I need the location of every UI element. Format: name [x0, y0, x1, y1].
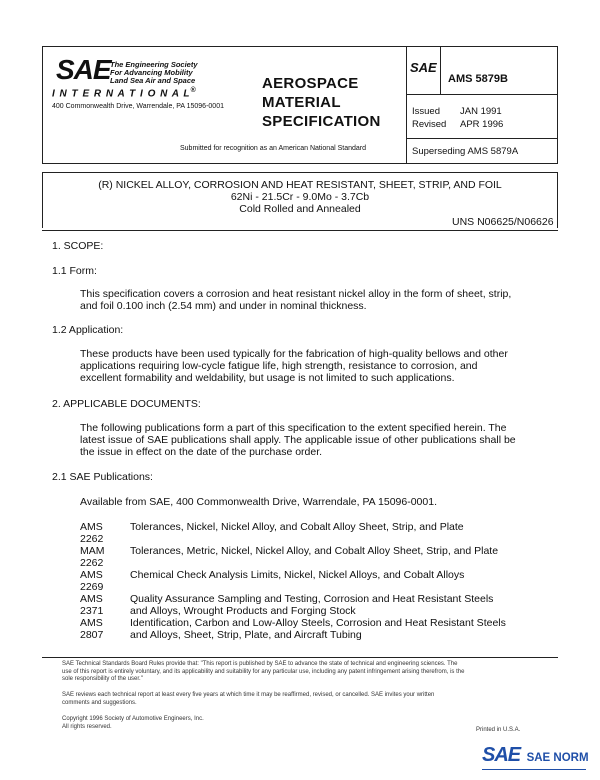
- docs-line-2: latest issue of SAE publications shall apply. The applicable issue of other publications shall be: [80, 434, 516, 446]
- address: 400 Commonwealth Drive, Warrendale, PA 15096-0001: [52, 103, 224, 110]
- application-line-2: applications requiring low-cycle fatigue life, high strength, resistance to corrosion, and: [80, 360, 478, 372]
- issued-row: [412, 106, 502, 117]
- section-1-scope: 1. SCOPE:: [52, 240, 104, 252]
- title-line-main: (R) NICKEL ALLOY, CORROSION AND HEAT RESISTANT, SHEET, STRIP, AND FOIL: [98, 179, 502, 191]
- society-line-3: Land Sea Air and Space: [110, 76, 196, 85]
- sae-norm-watermark: [482, 744, 598, 776]
- header-divider-vertical: [406, 46, 407, 164]
- reference-item: [80, 521, 540, 545]
- form-paragraph: [80, 288, 511, 312]
- reference-title-line: Tolerances, Nickel, Nickel Alloy, and Cobalt Alloy Sheet, Strip, and Plate: [130, 521, 464, 533]
- rules-line-2: use of this report is entirely voluntary, and its applicability and suitability for any particular use, including any patent infringement arising therefrom, is the: [62, 668, 465, 675]
- registered-mark: ®: [190, 87, 197, 94]
- reference-title-line: Chemical Check Analysis Limits, Nickel, Nickel Alloys, and Cobalt Alloys: [130, 569, 465, 581]
- reference-code: AMS 2262: [80, 521, 104, 545]
- reference-code: MAM 2262: [80, 545, 105, 569]
- small-sae-logo: SAE: [410, 60, 437, 75]
- application-line-1: These products have been used typically for the fabrication of high-quality bellows and other: [80, 348, 508, 360]
- society-lines: [110, 61, 198, 85]
- revised-label: Revised: [412, 119, 447, 130]
- watermark-sae-logo: SAE: [482, 744, 521, 766]
- issued-date: JAN 1991: [460, 106, 502, 117]
- copyright: [62, 716, 204, 731]
- section-1-2-application: 1.2 Application:: [52, 324, 124, 336]
- rights-line: All rights reserved.: [62, 723, 112, 730]
- doc-type-title: [262, 74, 381, 131]
- review-line-1: SAE reviews each technical report at least every five years at which time it may be reaffirmed, revised, or cancelled. SAE invites your written: [62, 692, 435, 698]
- reference-title-line: and Alloys, Wrought Products and Forging Stock: [130, 605, 356, 617]
- form-line-1: This specification covers a corrosion and heat resistant nickel alloy in the form of sheet, strip,: [80, 288, 512, 300]
- review-line-2: comments and suggestions.: [62, 699, 137, 706]
- reference-item: [80, 617, 540, 641]
- reference-title: [130, 617, 506, 641]
- title-line-2: MATERIAL: [262, 94, 341, 111]
- international-text: I N T E R N A T I O N A L: [52, 88, 191, 100]
- application-line-3: excellent formability and weldability, but usage is not limited to such applications.: [80, 372, 455, 384]
- reference-title-line: and Alloys, Sheet, Strip, Plate, and Aircraft Tubing: [130, 629, 362, 641]
- watermark-sae-norm-text: SAE NORM: [526, 752, 589, 764]
- application-paragraph: [80, 348, 508, 384]
- title-block-text: [42, 179, 558, 215]
- reference-code: AMS 2807: [80, 617, 104, 641]
- reference-title-line: Quality Assurance Sampling and Testing, Corrosion and Heat Resistant Steels: [130, 593, 494, 605]
- rules-line-3: sole responsibility of the user.": [62, 676, 143, 682]
- composition-line: 62Ni - 21.5Cr - 9.0Mo - 3.7Cb: [230, 191, 370, 203]
- rules-line-1: SAE Technical Standards Board Rules provide that: "This report is published by SAE to advance the state of technical and engineering sciences. The: [62, 661, 458, 667]
- reference-title: [130, 545, 498, 569]
- printed-in: Printed in U.S.A.: [476, 727, 521, 733]
- footer-review-text: [62, 692, 434, 707]
- section-2-1-sae-publications: 2.1 SAE Publications:: [52, 471, 153, 483]
- doc-number: AMS 5879B: [448, 73, 508, 85]
- docs-line-1: The following publications form a part of this specification to the extent specified herein. The: [80, 422, 507, 434]
- applicable-documents-paragraph: [80, 422, 516, 458]
- uns-number: UNS N06625/N06626: [452, 216, 554, 228]
- title-line-1: AEROSPACE: [262, 75, 359, 92]
- header-divider-horizontal-2: [406, 138, 558, 139]
- title-line-3: SPECIFICATION: [262, 113, 381, 130]
- society-line-2: For Advancing Mobility: [110, 68, 193, 77]
- reference-title: [130, 593, 493, 617]
- form-line-2: and foil 0.100 inch (2.54 mm) and under in nominal thickness.: [80, 300, 367, 312]
- reference-title-line: Identification, Carbon and Low-Alloy Steels, Corrosion and Heat Resistant Steels: [130, 617, 506, 629]
- revised-date: APR 1996: [460, 119, 504, 130]
- title-block-bottom-rule: [42, 230, 558, 231]
- reference-code: AMS 2371: [80, 593, 104, 617]
- issued-label: Issued: [412, 106, 440, 117]
- reference-title: [130, 521, 464, 545]
- section-2-applicable-documents: 2. APPLICABLE DOCUMENTS:: [52, 398, 201, 410]
- submitted-note: Submitted for recognition as an American National Standard: [180, 145, 366, 152]
- copyright-line: Copyright 1996 Society of Automotive Engineers, Inc.: [62, 716, 204, 722]
- footer-rules-text: [62, 661, 464, 684]
- sae-logo: SAE: [56, 54, 111, 85]
- reference-item: [80, 593, 540, 617]
- reference-item: [80, 569, 540, 593]
- reference-item: [80, 545, 540, 569]
- header-logo-divider: [440, 46, 441, 94]
- superseding: Superseding AMS 5879A: [412, 146, 519, 157]
- society-line-1: The Engineering Society: [110, 60, 198, 69]
- section-1-1-form: 1.1 Form:: [52, 265, 97, 277]
- reference-code: AMS 2269: [80, 569, 104, 593]
- header-divider-horizontal: [406, 94, 558, 95]
- reference-list: [80, 521, 540, 641]
- international-wordmark: [52, 87, 197, 99]
- docs-line-3: the issue in effect on the date of the purchase order.: [80, 446, 323, 458]
- watermark-underline: [482, 769, 586, 770]
- sae-availability: Available from SAE, 400 Commonwealth Drive, Warrendale, PA 15096-0001.: [80, 496, 437, 508]
- reference-title-line: Tolerances, Metric, Nickel, Nickel Alloy, and Cobalt Alloy Sheet, Strip, and Plate: [130, 545, 499, 557]
- revised-row: [412, 119, 503, 130]
- reference-title: [130, 569, 464, 593]
- condition-line: Cold Rolled and Annealed: [239, 203, 361, 215]
- footer-rule: [42, 657, 558, 658]
